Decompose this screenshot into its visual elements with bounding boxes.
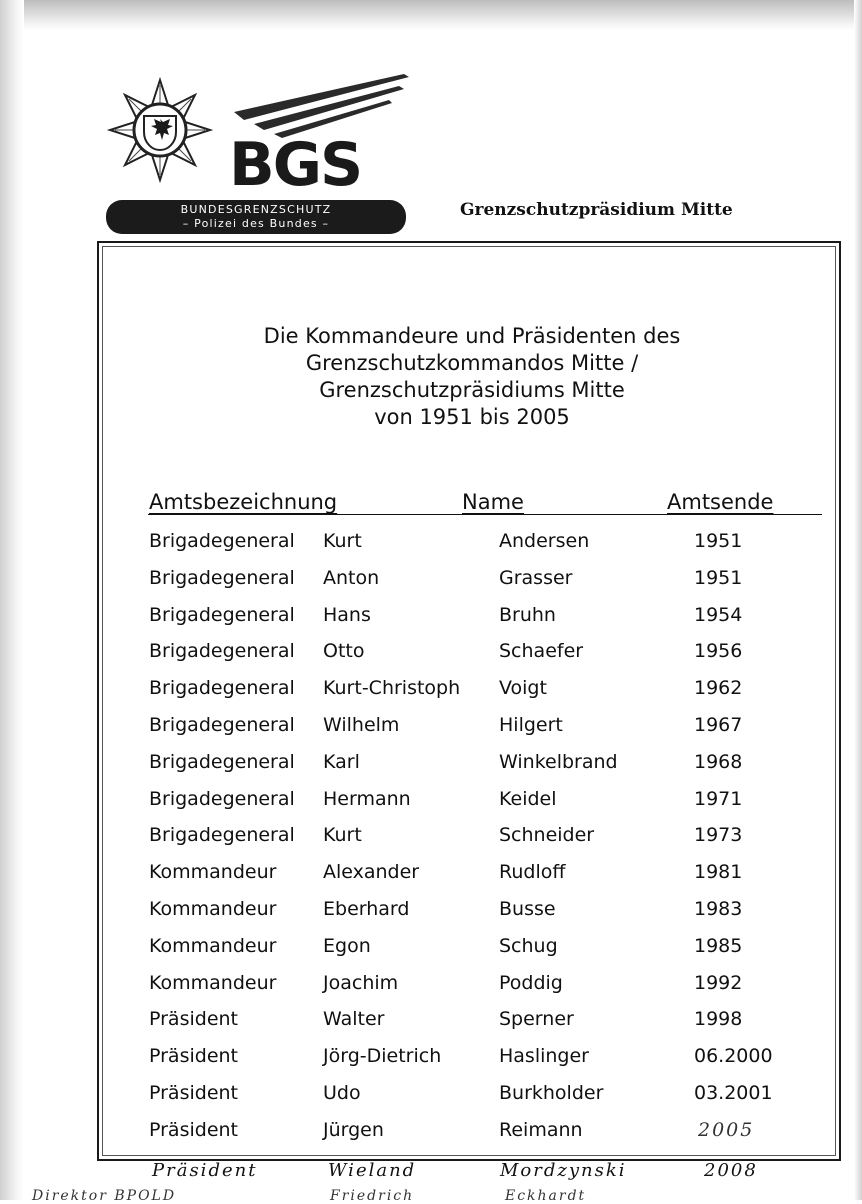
cell-title: Brigadegeneral — [149, 787, 295, 810]
bgs-logo — [104, 72, 414, 237]
cell-end: 1962 — [694, 677, 743, 700]
table-row — [0, 714, 862, 750]
column-header-name: Name — [462, 490, 524, 514]
table-row — [0, 898, 862, 934]
cell-first-name: Anton — [323, 566, 380, 589]
cell-title: Präsident — [149, 1008, 238, 1031]
cell-end: 1973 — [694, 824, 743, 847]
cell-last-name: Winkelbrand — [499, 750, 618, 773]
cell-end: 1992 — [694, 971, 743, 994]
document-title — [98, 323, 846, 431]
cell-end: 1968 — [694, 750, 743, 773]
cell-first-name: Kurt — [323, 824, 362, 847]
table-row — [0, 1082, 862, 1118]
cell-title: Brigadegeneral — [149, 640, 295, 663]
cell-first-name: Kurt-Christoph — [323, 677, 461, 700]
cell-title: Präsident — [149, 1082, 238, 1104]
title-line-2: Grenzschutzkommandos Mitte / — [305, 351, 639, 375]
column-header-title: Amtsbezeichnung — [149, 490, 338, 514]
table-row — [0, 935, 862, 971]
table-row — [0, 1119, 862, 1155]
cell-last-name: Schaefer — [499, 640, 584, 663]
table-row — [0, 861, 862, 897]
title-line-3: Grenzschutzpräsidiums Mitte — [319, 378, 625, 402]
cell-first-name: Wilhelm — [323, 714, 400, 736]
cell-last-name: Burkholder — [499, 1082, 604, 1104]
table-row — [0, 677, 862, 713]
logo-banner-line2: – Polizei des Bundes – — [182, 217, 330, 230]
cell-end: 1985 — [694, 934, 743, 957]
cell-last-name: Keidel — [499, 787, 557, 810]
cell-end: 03.2001 — [694, 1082, 773, 1104]
table-row — [0, 824, 862, 860]
cell-end: 1981 — [694, 861, 743, 884]
cell-title: Brigadegeneral — [149, 530, 295, 552]
cell-first-name: Jürgen — [323, 1118, 384, 1141]
cell-title: Kommandeur — [149, 898, 277, 920]
cell-end: 1967 — [694, 714, 743, 736]
cell-last-name: Busse — [499, 898, 556, 920]
table-row — [0, 751, 862, 787]
cell-title: Kommandeur — [149, 934, 277, 957]
header-rule — [148, 514, 822, 515]
cell-last-name: Grasser — [499, 566, 573, 589]
scan-shadow-top — [0, 0, 862, 30]
cell-last-name: Bruhn — [499, 603, 556, 626]
title-line-4: von 1951 bis 2005 — [374, 405, 570, 429]
column-header-end: Amtsende — [667, 490, 774, 514]
cell-end: 1983 — [694, 898, 743, 920]
cell-first-name: Eberhard — [323, 898, 410, 920]
table-row — [0, 604, 862, 640]
handwritten-end: 2008 — [704, 1160, 758, 1181]
cell-first-name: Alexander — [323, 861, 420, 884]
cell-first-name: Jörg-Dietrich — [323, 1045, 442, 1068]
table-row — [0, 1045, 862, 1081]
cell-title: Brigadegeneral — [149, 677, 295, 700]
cell-last-name: Voigt — [499, 677, 547, 700]
cell-title: Kommandeur — [149, 971, 277, 994]
cell-first-name: Joachim — [323, 971, 399, 994]
handwritten-extra-title: Direktor BPOLD — [32, 1188, 177, 1204]
cell-end: 06.2000 — [694, 1045, 773, 1068]
cell-title: Brigadegeneral — [149, 824, 295, 847]
cell-title: Präsident — [149, 1045, 238, 1068]
cell-title: Brigadegeneral — [149, 750, 295, 773]
cell-first-name: Walter — [323, 1008, 385, 1031]
cell-last-name: Sperner — [499, 1008, 574, 1031]
handwritten-extra-first-name: Friedrich — [330, 1188, 415, 1204]
title-line-1: Die Kommandeure und Präsidenten des — [263, 324, 681, 348]
cell-title: Brigadegeneral — [149, 714, 295, 736]
cell-end: 1954 — [694, 603, 743, 626]
table-row — [0, 530, 862, 566]
handwritten-last-name: Mordzynski — [500, 1160, 627, 1181]
table-row — [0, 788, 862, 824]
cell-first-name: Kurt — [323, 530, 362, 552]
cell-last-name: Haslinger — [499, 1045, 589, 1068]
cell-end: 1956 — [694, 640, 743, 663]
cell-end: 1998 — [694, 1008, 743, 1031]
logo-banner — [106, 200, 406, 234]
cell-last-name: Schug — [499, 934, 558, 957]
cell-first-name: Karl — [323, 750, 360, 773]
cell-last-name: Rudloff — [499, 861, 566, 884]
cell-end: 1951 — [694, 566, 743, 589]
handwritten-extra-last-name: Eckhardt — [505, 1188, 587, 1204]
logo-banner-line1: BUNDESGRENZSCHUTZ — [180, 203, 332, 216]
cell-first-name: Hermann — [323, 787, 411, 810]
cell-end: 1971 — [694, 787, 743, 810]
organization-name: Grenzschutzpräsidium Mitte — [460, 200, 733, 220]
cell-end: 1951 — [694, 530, 743, 552]
table-row — [0, 640, 862, 676]
table-row — [0, 567, 862, 603]
table-row — [0, 972, 862, 1008]
handwritten-title: Präsident — [152, 1160, 258, 1181]
cell-title: Kommandeur — [149, 861, 277, 884]
table-row — [0, 1008, 862, 1044]
cell-first-name: Egon — [323, 934, 371, 957]
cell-last-name: Hilgert — [499, 714, 563, 736]
cell-last-name: Reimann — [499, 1118, 583, 1141]
handwritten-first-name: Wieland — [328, 1160, 417, 1181]
cell-end: 2005 — [698, 1118, 755, 1141]
bgs-wordmark: BGS — [229, 130, 362, 200]
cell-title: Brigadegeneral — [149, 603, 295, 626]
cell-title: Präsident — [149, 1118, 238, 1141]
cell-first-name: Hans — [323, 603, 371, 626]
cell-last-name: Schneider — [499, 824, 595, 847]
cell-last-name: Andersen — [499, 530, 590, 552]
cell-title: Brigadegeneral — [149, 566, 295, 589]
cell-last-name: Poddig — [499, 971, 563, 994]
cell-first-name: Udo — [323, 1082, 361, 1104]
cell-first-name: Otto — [323, 640, 365, 663]
